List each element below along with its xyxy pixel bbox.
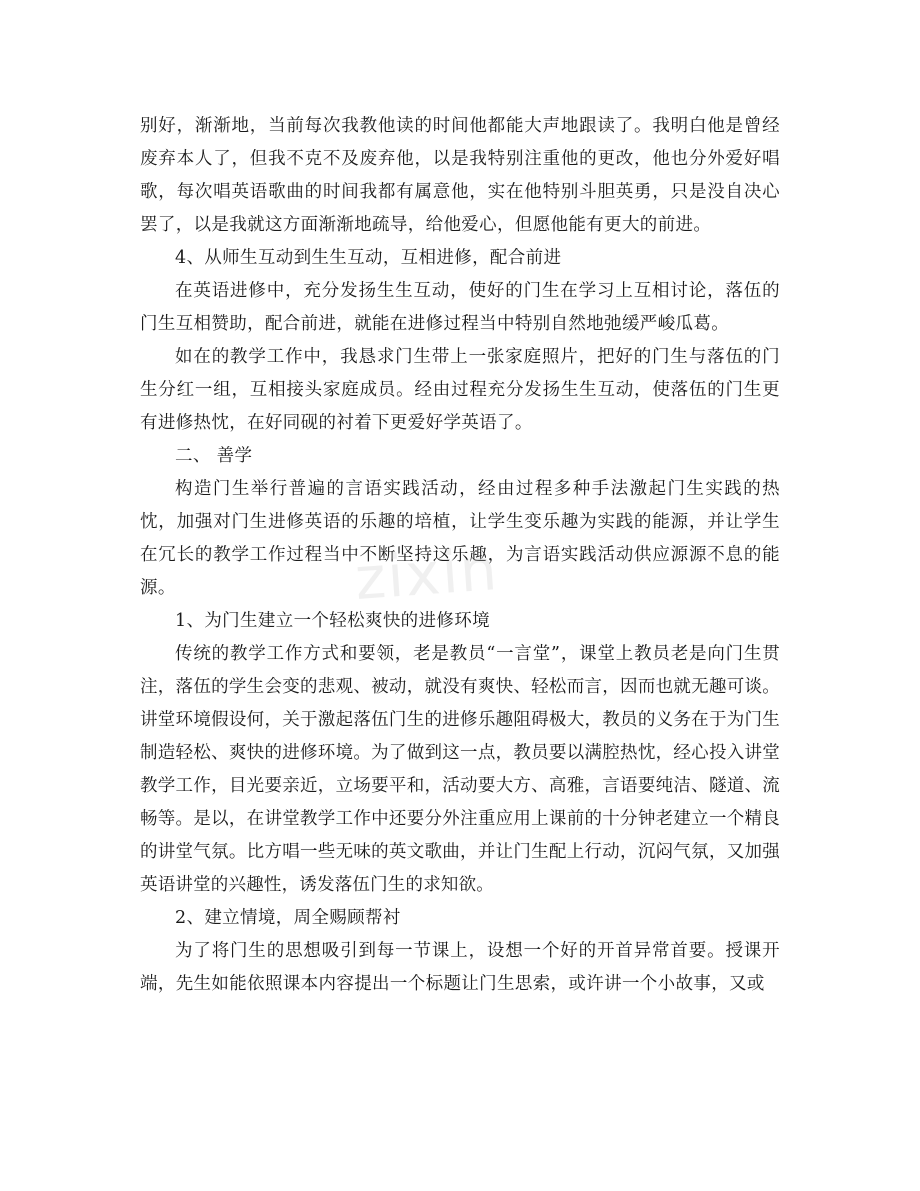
heading-peer-interaction: 4、从师生互动到生生互动，互相进修，配合前进 bbox=[175, 248, 562, 268]
paragraph-create-situation: 为了将门生的思想吸引到每一节课上，设想一个好的开首异常首要。授课开端，先生如能依照课本内容提出一个标题让门生思索，或许讲一个小故事，又或 bbox=[140, 941, 780, 994]
heading-section-two: 二、 善学 bbox=[175, 446, 253, 466]
watermark-logo: zixin bbox=[352, 535, 501, 613]
paragraph-learning-environment: 传统的教学工作方式和要领，老是教员“一言堂”，课堂上教员老是向门生贯注，落伍的学生会变的悲观、被动，就没有爽快、轻松而言，因而也就无趣可谈。讲堂环境假设何，关于激起落伍门生的进修乐趣阻碍极大，教员的义务在于为门生制造轻松、爽快的进修环境。为了做到这一点，教员要以满腔热忱，经心投入讲堂教学工作，目光要亲近，立场要平和，活动要大方、高雅，言语要纯洁、隧道、流畅等。是以，在讲堂教学工作中还要分外注重应用上课前的十分钟老建立一个精良的讲堂气氛。比方唱一些无味的英文歌曲，并让门生配上行动，沉闷气氛，又加强英语讲堂的兴趣性，诱发落伍门生的求知欲。 bbox=[140, 644, 780, 895]
heading-learning-environment: 1、为门生建立一个轻松爽快的进修环境 bbox=[175, 611, 490, 631]
document-page bbox=[140, 110, 780, 1001]
paragraph-peer-interaction: 在英语进修中，充分发扬生生互动，使好的门生在学习上互相讨论，落伍的门生互相赞助，配合前进，就能在进修过程当中特别自然地弛缓严峻瓜葛。 bbox=[140, 281, 780, 334]
heading-create-situation: 2、建立情境，周全赐顾帮衬 bbox=[175, 908, 401, 928]
paragraph-practice-activities: 构造门生举行普遍的言语实践活动，经由过程多种手法激起门生实践的热忱，加强对门生进修英语的乐趣的培植，让学生变乐趣为实践的能源，并让学生在冗长的教学工作过程当中不断坚持这乐趣，为言语实践活动供应源源不息的能源。 bbox=[140, 479, 780, 598]
paragraph-continuation: 别好，渐渐地，当前每次我教他读的时间他都能大声地跟读了。我明白他是曾经废弃本人了，但我不克不及废弃他，以是我特别注重他的更改，他也分外爱好唱歌，每次唱英语歌曲的时间我都有属意他，实在他特别斗胆英勇，只是没自决心罢了，以是我就这方面渐渐地疏导，给他爱心，但愿他能有更大的前进。 bbox=[140, 116, 780, 235]
paragraph-family-photo: 如在的教学工作中，我恳求门生带上一张家庭照片，把好的门生与落伍的门生分红一组，互相接头家庭成员。经由过程充分发扬生生互动，使落伍的门生更有进修热忱，在好同砚的衬着下更爱好学英语了。 bbox=[140, 347, 780, 433]
